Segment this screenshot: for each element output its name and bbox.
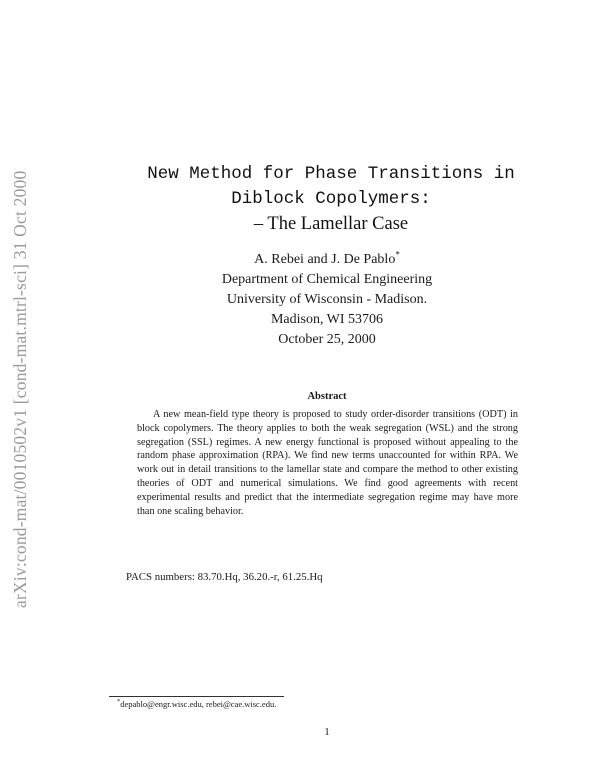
author-footnote-marker: * (395, 249, 400, 260)
footnote-divider (109, 696, 284, 697)
author-names-line (0, 250, 600, 270)
title-subtitle: – The Lamellar Case (253, 214, 409, 234)
author-department: Department of Chemical Engineering (221, 272, 433, 287)
author-block (0, 250, 600, 330)
footnote (117, 699, 276, 709)
page-number: 1 (324, 726, 330, 738)
author-university: University of Wisconsin - Madison. (226, 292, 428, 307)
abstract-heading: Abstract (307, 391, 347, 402)
arxiv-identifier-stamp: arXiv:cond-mat/0010502v1 [cond-mat.mtrl-sci] 31 Oct 2000 (10, 170, 30, 608)
footnote-marker: * (117, 698, 121, 706)
title-line-2: Diblock Copolymers: (231, 189, 431, 209)
title-line-1: New Method for Phase Transitions in (147, 164, 515, 184)
pacs-numbers: PACS numbers: 83.70.Hq, 36.20.-r, 61.25.Hq (126, 571, 323, 583)
footnote-emails: depablo@engr.wisc.edu, rebei@cae.wisc.edu. (120, 699, 277, 709)
abstract-body: A new mean-field type theory is proposed to study order-disorder transitions (ODT) in block copolymers. The theory applies to both the weak segregation (WSL) and the strong segregation (SSL) regimes. A new energy functional is proposed without appealing to the random phase approximation (RPA). We find new terms unaccounted for within RPA. We work out in detail transitions to the lamellar state and compare the method to other existing theories of ODT and numerical simulations. We find good agreements with recent experimental results and predict that the intermediate segregation regime may have more than one scaling behavior. (137, 409, 518, 517)
author-address: Madison, WI 53706 (270, 312, 384, 327)
paper-date: October 25, 2000 (278, 332, 376, 347)
author-names: A. Rebei and J. De Pablo (254, 252, 396, 267)
paper-title (0, 162, 600, 236)
